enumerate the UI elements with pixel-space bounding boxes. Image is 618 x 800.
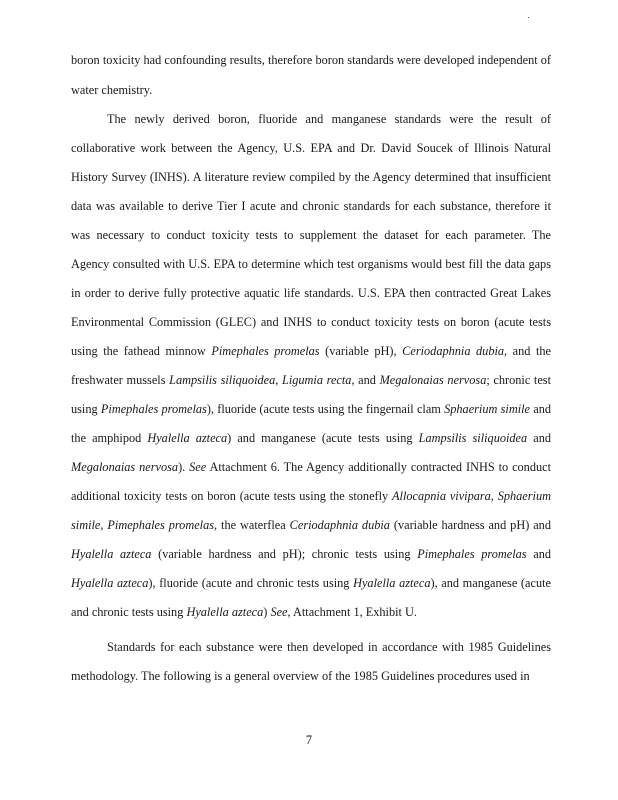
text-segment: ) and manganese (acute tests using — [227, 431, 419, 445]
italic-text: See — [189, 460, 207, 474]
text-segment: , — [490, 489, 498, 503]
text-line — [107, 112, 551, 126]
text-line — [71, 257, 551, 271]
italic-text: Allocapnia vivipara — [392, 489, 491, 503]
italic-text: Ligumia recta — [281, 373, 352, 387]
text-segment: (variable pH), — [319, 344, 403, 358]
text-line — [71, 170, 551, 184]
text-line — [71, 315, 551, 329]
text-segment: water chemistry. — [71, 83, 153, 97]
italic-text: simile — [71, 518, 101, 532]
text-line — [71, 489, 551, 503]
italic-text: Pimephales promelas — [417, 547, 527, 561]
text-line — [71, 199, 551, 213]
text-segment: and — [526, 547, 551, 561]
italic-text: Sphaerium — [497, 489, 551, 503]
text-line — [71, 518, 551, 532]
text-segment: and — [527, 431, 551, 445]
italic-text: Sphaerium simile — [444, 402, 530, 416]
text-segment: in order to derive fully protective aquatic life standards. U.S. EPA then contracted Great Lakes — [71, 286, 551, 300]
text-segment: (variable hardness and pH) and — [389, 518, 551, 532]
text-segment: , Attachment 1, Exhibit U. — [287, 605, 417, 619]
text-segment: Attachment 6. The Agency additionally contracted INHS to conduct — [206, 460, 551, 474]
text-segment: boron toxicity had confounding results, therefore boron standards were developed independent of — [71, 53, 551, 67]
text-segment: ). — [178, 460, 190, 474]
text-segment: , — [100, 518, 108, 532]
text-line — [71, 141, 551, 155]
text-segment: ) — [263, 605, 271, 619]
text-segment: (variable hardness and pH); chronic tests using — [151, 547, 418, 561]
italic-text: Hyalella azteca — [71, 576, 149, 590]
scan-speck — [528, 17, 529, 18]
text-line — [71, 286, 551, 300]
text-segment: ), fluoride (acute tests using the fingernail clam — [206, 402, 445, 416]
text-line — [71, 53, 551, 67]
italic-text: Ceriodaphnia dubia — [402, 344, 505, 358]
text-segment: additional toxicity tests on boron (acute tests using the stonefly — [71, 489, 393, 503]
text-segment: History Survey (INHS). A literature review compiled by the Agency determined that insufficient — [71, 170, 551, 184]
text-segment: freshwater mussels — [71, 373, 170, 387]
text-segment: was necessary to conduct toxicity tests to supplement the dataset for each parameter. The — [71, 228, 551, 242]
italic-text: Hyalella azteca — [147, 431, 228, 445]
text-line — [107, 640, 551, 654]
text-line — [71, 344, 551, 358]
text-line — [71, 460, 551, 474]
text-segment: methodology. The following is a general overview of the 1985 Guidelines procedures used in — [71, 669, 530, 683]
italic-text: Pimephales promelas — [211, 344, 320, 358]
text-segment: ; chronic test — [486, 373, 551, 387]
text-segment: Environmental Commission (GLEC) and INHS to conduct toxicity tests on boron (acute tests — [71, 315, 551, 329]
text-segment: data was available to derive Tier I acute and chronic standards for each substance, therefore it — [71, 199, 551, 213]
text-line — [71, 547, 551, 561]
text-segment: The newly derived boron, fluoride and manganese standards were the result of — [107, 112, 551, 126]
italic-text: Hyalella azteca — [71, 547, 152, 561]
italic-text: Pimephales promelas — [100, 402, 207, 416]
italic-text: See — [270, 605, 288, 619]
text-segment: the amphipod — [71, 431, 148, 445]
italic-text: Ceriodaphnia dubia — [289, 518, 390, 532]
text-segment: , the waterflea — [214, 518, 290, 532]
text-segment: using — [71, 402, 101, 416]
page-number: 7 — [305, 733, 313, 747]
text-line — [71, 373, 551, 387]
text-segment: ), and manganese (acute — [430, 576, 551, 590]
text-line — [71, 228, 551, 242]
text-segment: and chronic tests using — [71, 605, 187, 619]
italic-text: Hyalella azteca — [186, 605, 264, 619]
text-line — [71, 605, 551, 619]
italic-text: Pimephales promelas — [107, 518, 215, 532]
text-segment: Agency consulted with U.S. EPA to determine which test organisms would best fill the data gaps — [71, 257, 551, 271]
text-segment: , and the — [504, 344, 551, 358]
italic-text: Megalonaias nervosa — [379, 373, 487, 387]
text-line — [71, 431, 551, 445]
text-segment: ), fluoride (acute and chronic tests using — [148, 576, 354, 590]
text-line — [71, 576, 551, 590]
text-segment: , — [275, 373, 282, 387]
italic-text: Hyalella azteca — [353, 576, 431, 590]
italic-text: Lampsilis siliquoidea — [418, 431, 528, 445]
text-segment: collaborative work between the Agency, U.S. EPA and Dr. David Soucek of Illinois Natural — [71, 141, 551, 155]
italic-text: Megalonaias nervosa — [71, 460, 179, 474]
text-segment: using the fathead minnow — [71, 344, 212, 358]
text-segment: , and — [351, 373, 380, 387]
text-segment: and — [530, 402, 551, 416]
text-segment: Standards for each substance were then developed in accordance with 1985 Guidelines — [107, 640, 551, 654]
italic-text: Lampsilis siliquoidea — [169, 373, 276, 387]
text-line — [71, 402, 551, 416]
text-line — [71, 83, 551, 97]
text-line — [71, 669, 551, 683]
